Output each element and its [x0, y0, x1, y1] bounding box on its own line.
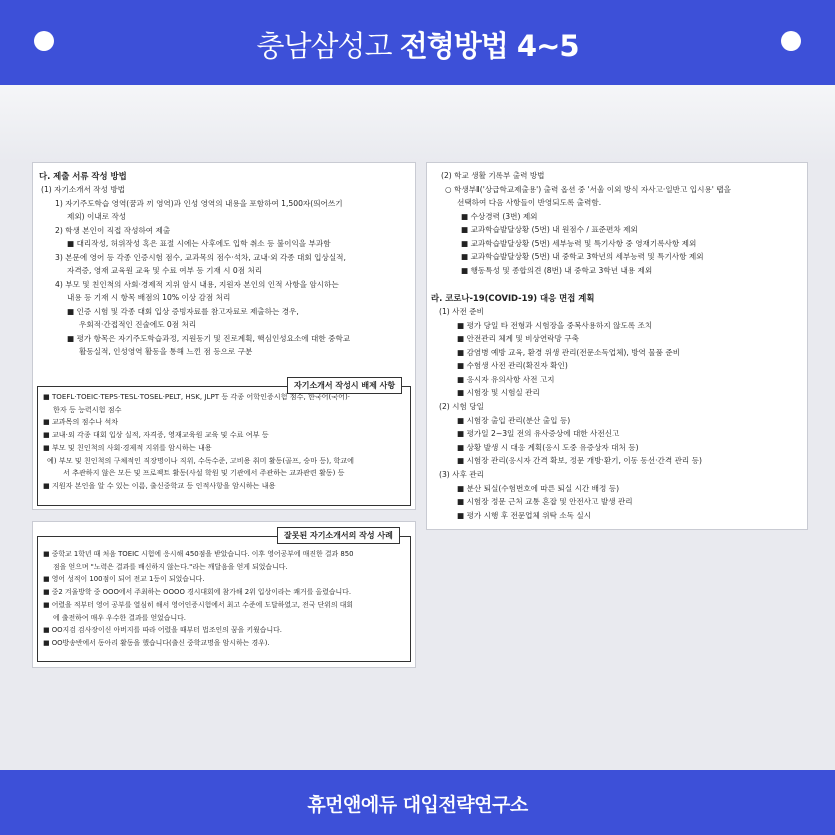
- doc-line: ■ 응시자 유의사항 사전 고지: [457, 375, 555, 384]
- doc-line: ■ 중2 겨울방학 중 OOO에서 주최하는 OOOO 경시대회에 참가해 2위 입상이라는 쾌거를 올렸습니다.: [43, 588, 352, 597]
- doc-line: 자격증, 영재 교육원 교육 및 수료 여부 등 기재 시 0점 처리: [67, 266, 263, 275]
- page-title: [0, 24, 835, 65]
- doc-line: ■ 평가 항목은 자기주도학습과정, 지원동기 및 진로계획, 핵심인성요소에 대한 중학교: [67, 334, 351, 343]
- doc-line: ■ 시험장 정문 근처 교통 혼잡 및 안전사고 발생 관리: [457, 497, 633, 506]
- doc-line: ■ 상황 발생 시 대응 계획(응시 도중 유증상자 대처 등): [457, 443, 639, 452]
- doc-line: 내용 등 기재 시 항목 배점의 10% 이상 감점 처리: [67, 293, 231, 302]
- page-title-bold: 전형방법 4~5: [399, 29, 579, 63]
- doc-line: 2) 학생 본인이 직접 작성하여 제출: [55, 226, 171, 235]
- doc-line: 에 출전하여 매우 우수한 결과를 얻었습니다.: [53, 613, 186, 622]
- doc-line: ■ 행동특성 및 종합의견 (8번) 내 중학교 3학년 내용 제외: [461, 266, 653, 275]
- doc-line: ■ 분산 퇴실(수험번호에 따른 퇴실 시간 배정 등): [457, 484, 620, 493]
- doc-line: ■ 수상경력 (3번) 제외: [461, 212, 538, 221]
- paper-texture: [0, 85, 835, 163]
- doc-line: ■ 감염병 예방 교육, 환경 위생 관리(전문소독업체), 방역 물품 준비: [457, 348, 681, 357]
- doc-line: 선택하여 다음 사항들이 반영되도록 출력함.: [457, 198, 602, 207]
- doc-line: ■ 평가 당일 타 전형과 시험장을 중복사용하지 않도록 조치: [457, 321, 653, 330]
- section-heading-ra: 라. 코로나-19(COVID-19) 대응 면접 계획: [431, 293, 595, 303]
- header-banner: [0, 0, 835, 85]
- doc-line: (3) 사후 관리: [439, 470, 484, 479]
- doc-line: 점을 얻으며 "노력은 결과를 배신하지 않는다."라는 깨달음을 얻게 되었습니다.: [53, 562, 288, 571]
- doc-line: 예) 부모 및 친인척의 구체적인 직장명이나 직위, 수독수준, 고비용 취미 활동(골프, 승마 등), 학교에: [47, 455, 355, 465]
- doc-line: ■ 어렸을 적부터 영어 공부를 열심히 해서 영어인증시험에서 최고 수준에 도달하였고, 전국 단위의 대회: [43, 600, 354, 609]
- doc-line: ■ 교과학습발달상황 (5번) 내 원점수 / 표준편차 제외: [461, 225, 638, 234]
- footer-label: 휴먼앤에듀 대입전략연구소: [307, 794, 528, 816]
- doc-line: ■ 교과목의 점수나 석차: [43, 417, 119, 427]
- doc-line: 활동실적, 인성영역 활동을 통해 느낀 점 등으로 구분: [79, 347, 253, 356]
- doc-line: ■ 대리작성, 허위작성 혹은 표절 시에는 사후에도 입학 취소 등 불이익을 부과함: [67, 239, 331, 248]
- doc-line: ■ 시험장 및 시험실 관리: [457, 388, 540, 397]
- doc-line: 3) 본문에 영어 등 각종 인증시험 점수, 교과목의 점수·석차, 교내·외 각종 대회 입상실적,: [55, 253, 346, 262]
- doc-line: (2) 시험 당일: [439, 402, 484, 411]
- doc-line: (1) 사전 준비: [439, 307, 484, 316]
- doc-line: ■ 지원자 본인을 알 수 있는 이름, 출신중학교 등 인적사항을 암시하는 내용: [43, 480, 276, 490]
- doc-line: ■ OO지검 검사장이신 아버지를 따라 어렸을 때부터 법조인의 꿈을 키웠습니다.: [43, 626, 282, 635]
- page-title-light: 충남삼성고: [256, 29, 392, 63]
- doc-line: 제외) 이내로 작성: [67, 212, 127, 221]
- doc-line: 우회적·간접적인 진술에도 0점 처리: [79, 320, 197, 329]
- document-panel-right: [426, 162, 808, 530]
- doc-line: (1) 자기소개서 작성 방법: [41, 185, 126, 194]
- doc-line: ■ 평가 시행 후 전문업체 위탁 소독 실시: [457, 511, 592, 520]
- exclusion-box-title: 자기소개서 작성시 배제 사항: [287, 377, 402, 394]
- doc-line: ○ 학생부Ⅱ('상급학교제출용') 출력 옵션 중 '서울 이외 방식 자사고·일반고 입시용' 탭을: [445, 185, 731, 194]
- doc-line: ■ 부모 및 친인척의 사회·경제적 지위를 암시하는 내용: [43, 442, 212, 452]
- circle-decoration-right: [781, 31, 801, 51]
- document-panel-left: [32, 162, 416, 510]
- doc-line: ■ 교과학습발달상황 (5번) 내 중학교 3학년의 세부능력 및 특기사항 제외: [461, 252, 704, 261]
- footer-banner: [0, 770, 835, 835]
- doc-line: ■ 영어 성적이 100점이 되어 전교 1등이 되었습니다.: [43, 575, 205, 584]
- doc-line: ■ 시험장 출입 관리(분산 출입 등): [457, 416, 571, 425]
- doc-line: ■ 인증 시험 및 각종 대회 입상 증빙자료를 참고자료로 제출하는 경우,: [67, 307, 299, 316]
- doc-line: 서 추관하지 않은 모든 및 프로젝트 활동(사설 학원 및 기관에서 주관하는 교과관련 활동) 등: [63, 468, 345, 478]
- document-panel-bad-examples: [32, 521, 416, 668]
- doc-line: ■ 평가일 2~3일 전의 유사증상에 대한 사전신고: [457, 429, 620, 438]
- doc-line: 한자 등 능력시험 점수: [53, 404, 122, 414]
- doc-line: 4) 부모 및 친인척의 사회·경제적 지위 암시 내용, 지원자 본인의 인적 사항을 암시하는: [55, 280, 339, 289]
- doc-line: ■ 안전관리 체계 및 비상연락망 구축: [457, 334, 579, 343]
- doc-line: ■ 수험생 사전 관리(확진자 확인): [457, 361, 568, 370]
- doc-line: ■ 중학교 1학년 때 처음 TOEIC 시험에 응시해 450점을 받았습니다. 이후 영어공부에 매진한 결과 850: [43, 550, 354, 558]
- doc-line: 1) 자기주도학습 영역(꿈과 끼 영역)과 인성 영역의 내용을 포함하여 1,500자(띄어쓰기: [55, 199, 343, 208]
- doc-line: ■ OO방송반에서 동아리 활동을 했습니다(출신 중학교명을 암시하는 경우).: [43, 638, 270, 647]
- doc-line: ■ 교내·외 각종 대회 입상 실적, 자격증, 영재교육원 교육 및 수료 여부 등: [43, 430, 269, 440]
- bad-example-box-title: 잘못된 자기소개서의 작성 사례: [277, 527, 400, 544]
- doc-line: (2) 학교 생활 기록부 출력 방법: [441, 171, 545, 180]
- doc-line: ■ TOEFL·TOEIC·TEPS·TESL·TOSEL·PELT, HSK, JLPT 등 각종 어학인증시험 점수, 한국어(국어)·: [43, 392, 351, 401]
- doc-line: ■ 시험장 관리(응시자 간격 확보, 정문 개방·환기, 이동 동선·간격 관리 등): [457, 456, 702, 465]
- doc-line: ■ 교과학습발달상황 (5번) 세부능력 및 특기사항 중 영재기록사항 제외: [461, 239, 697, 248]
- section-heading-da: 다. 제출 서류 작성 방법: [39, 171, 127, 181]
